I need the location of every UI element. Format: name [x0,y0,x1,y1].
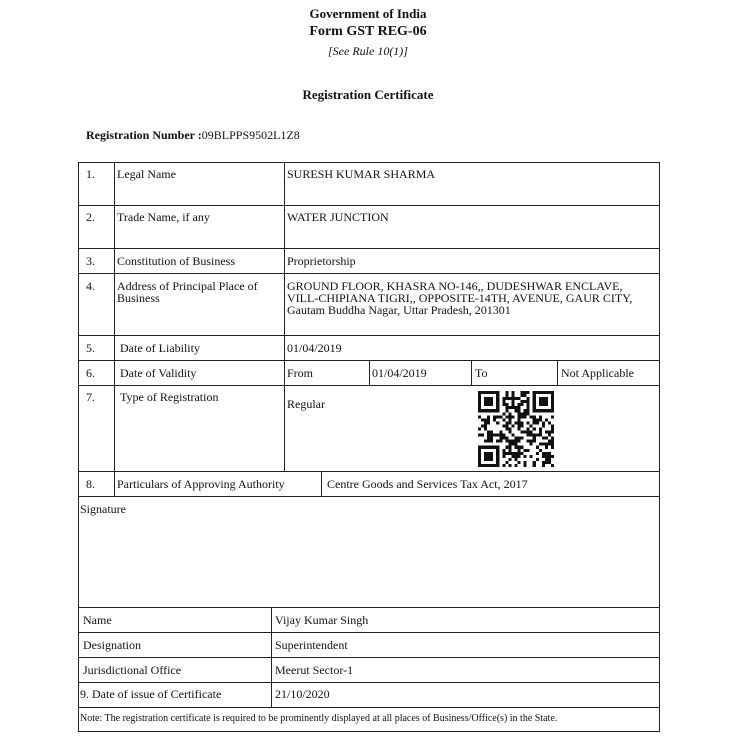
row-number-4: 4. [86,279,95,293]
registration-number [86,128,300,143]
legal-name-value: SURESH KUMAR SHARMA [287,167,436,181]
row-number-1: 1. [86,167,95,181]
validity-to-value: Not Applicable [561,366,634,380]
registration-type-value: Regular [287,397,325,411]
row-number-8: 8. [86,477,95,491]
registration-number-value: 09BLPPS9502L1Z8 [201,128,300,142]
qr-code-icon [478,391,554,467]
validity-label: Date of Validity [120,366,197,380]
issue-date-label: 9. Date of issue of Certificate [80,687,222,701]
address-line1: GROUND FLOOR, KHASRA NO-146,, DUDESHWAR ENCLAVE, [287,279,623,293]
validity-from-label: From [287,366,314,380]
address-line2: VILL-CHIPIANA TIGRI,, OPPOSITE-14TH, AVENUE, GAUR CITY, [287,291,633,305]
row-number-3: 3. [86,254,95,268]
constitution-value: Proprietorship [287,254,356,268]
constitution-label: Constitution of Business [117,254,236,268]
authority-label: Particulars of Approving Authority [117,477,285,491]
trade-name-value: WATER JUNCTION [287,210,389,224]
government-title: Government of India [309,6,427,21]
row-number-6: 6. [86,366,95,380]
jurisdictional-office-label: Jurisdictional Office [83,663,182,677]
issue-date-value: 21/10/2020 [275,687,330,701]
signature-label: Signature [80,502,126,516]
row-number-7: 7. [86,390,95,404]
address-label-line2: Business [117,291,160,305]
address-line3: Gautam Buddha Nagar, Uttar Pradesh, 201301 [287,303,511,317]
liability-label: Date of Liability [120,341,200,355]
designation-label: Designation [83,638,141,652]
form-title: Form GST REG-06 [309,24,427,39]
liability-value: 01/04/2019 [287,341,342,355]
address-label-line1: Address of Principal Place of [117,279,258,293]
row-number-5: 5. [86,341,95,355]
name-label: Name [83,613,112,627]
rule-reference: [See Rule 10(1)] [328,44,408,58]
registration-type-label: Type of Registration [120,390,219,404]
row-number-2: 2. [86,210,95,224]
trade-name-label: Trade Name, if any [117,210,210,224]
display-note: Note: The registration certificate is required to be prominently displayed at all places of Business/Office(s) in the State. [80,713,558,724]
jurisdictional-office-value: Meerut Sector-1 [275,663,354,677]
authority-value: Centre Goods and Services Tax Act, 2017 [327,477,528,491]
validity-from-value: 01/04/2019 [372,366,427,380]
name-value: Vijay Kumar Singh [275,613,369,627]
legal-name-label: Legal Name [117,167,176,181]
validity-to-label: To [475,366,488,380]
designation-value: Superintendent [275,638,348,652]
registration-number-label: Registration Number : [86,128,202,142]
certificate-title: Registration Certificate [302,87,434,102]
